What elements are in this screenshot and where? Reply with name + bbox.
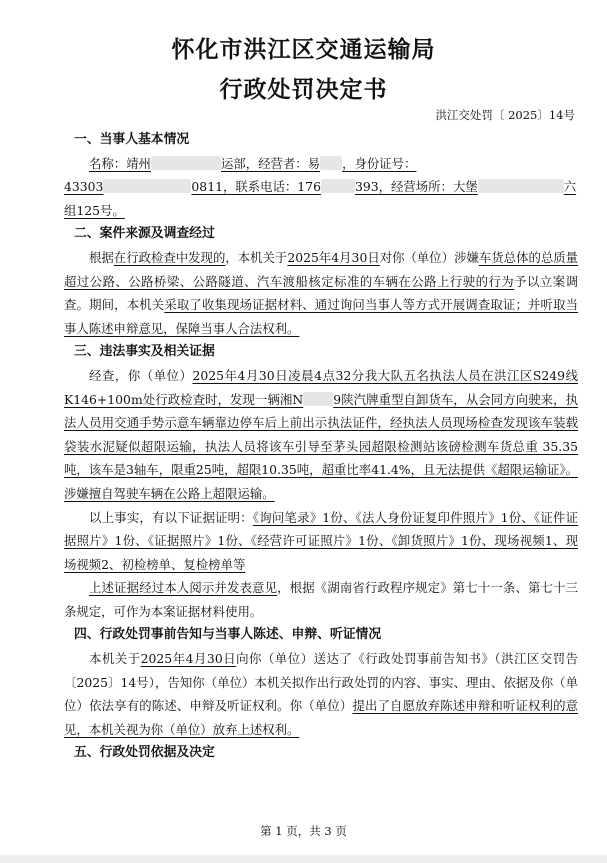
page-number: 第 1 页，共 3 页 bbox=[260, 824, 347, 838]
facts-paragraph: 经查，你（单位）2025年4月30日凌晨4点32分我大队五名执法人员在洪江区S249线K146+100m处行政检查时，发现一辆湘N 9陕汽牌重型自卸货车，从会同方向驶来，执法人员用交通手势示意车辆靠边停车后上前出示执法证件，经执法人员现场检查发现该车装载袋装水泥疑似超限运输，执法人员将该车引导至茅头园超限检测站该磅检测车货总重 35.35吨，该车是3轴车，限重25吨，超限10.35吨，超重比率41.4%，且无法提供《超限运输证》。涉嫌擅自驾驶车辆在公路上超限运输。 bbox=[64, 367, 579, 501]
party-info-line2: 43303 0811，联系电话：176 393，经营场所：大堡 六 bbox=[64, 179, 577, 195]
section-heading-facts-evidence: 三、违法事实及相关证据 bbox=[74, 344, 215, 360]
redacted-block bbox=[303, 392, 333, 406]
redacted-block bbox=[478, 179, 564, 193]
prior-notice-paragraph: 本机关于2025年4月30日向你（单位）送达了《行政处罚事前告知书》（洪江区交罚告〔2025〕14号），告知你（单位）本机关拟作出行政处罚的内容、事实、理由、依据及你（单位）依法享有的陈述、申辩及听证权利。你（单位）提出了自愿放弃陈述申辩和听证权利的意见，本机关视为你（单位）放弃上述权利。 bbox=[64, 651, 579, 737]
party-info-line1: 名称：靖州 运部，经营者：易 ，身份证号： bbox=[89, 155, 417, 171]
redacted-block bbox=[103, 179, 191, 193]
redacted-block bbox=[151, 156, 221, 170]
party-info-line3: 组125号。 bbox=[64, 202, 125, 218]
document-body bbox=[64, 128, 578, 765]
redacted-block bbox=[321, 179, 355, 193]
document-title: 行政处罚决定书 bbox=[219, 77, 388, 103]
section-heading-case-source: 二、案件来源及调查经过 bbox=[74, 226, 215, 242]
case-source-paragraph: 根据在行政检查中发现的，本机关于2025年4月30日对你（单位）涉嫌车货总体的总质量超过公路、公路桥梁、公路隧道、汽车渡船核定标准的车辆在公路上行驶的行为予以立案调查。期间，本机关采取了收集现场证据材料、通过询问当事人等方式开展调查取证；并听取当事人陈述申辩意见，保障当事人合法权利。 bbox=[64, 249, 579, 336]
section-heading-prior-notice: 四、行政处罚事前告知与当事人陈述、申辩、听证情况 bbox=[74, 627, 382, 643]
evidence-basis-paragraph: 上述证据经过本人阅示并发表意见，根据《湖南省行政程序规定》第七十一条、第七十三条规定，可作为本案证据材料使用。 bbox=[64, 580, 579, 619]
page-separator bbox=[0, 855, 607, 863]
issuer-title: 怀化市洪江区交通运输局 bbox=[171, 37, 436, 63]
document-number: 洪江交处罚〔 2025〕14号 bbox=[435, 108, 575, 122]
redacted-block bbox=[320, 156, 342, 170]
section-heading-party-info: 一、当事人基本情况 bbox=[74, 132, 190, 147]
evidence-list-paragraph: 以上事实，有以下证据证明：《询问笔录》1份、《法人身份证复印件照片》1份、《证件证据照片》1份、《证据照片》1份、《经营许可证照片》1份、《卸货照片》1份、现场视频1、现场视频2、初检榜单、复检榜单等 bbox=[64, 509, 578, 572]
section-heading-penalty-basis: 五、行政处罚依据及决定 bbox=[74, 745, 215, 761]
